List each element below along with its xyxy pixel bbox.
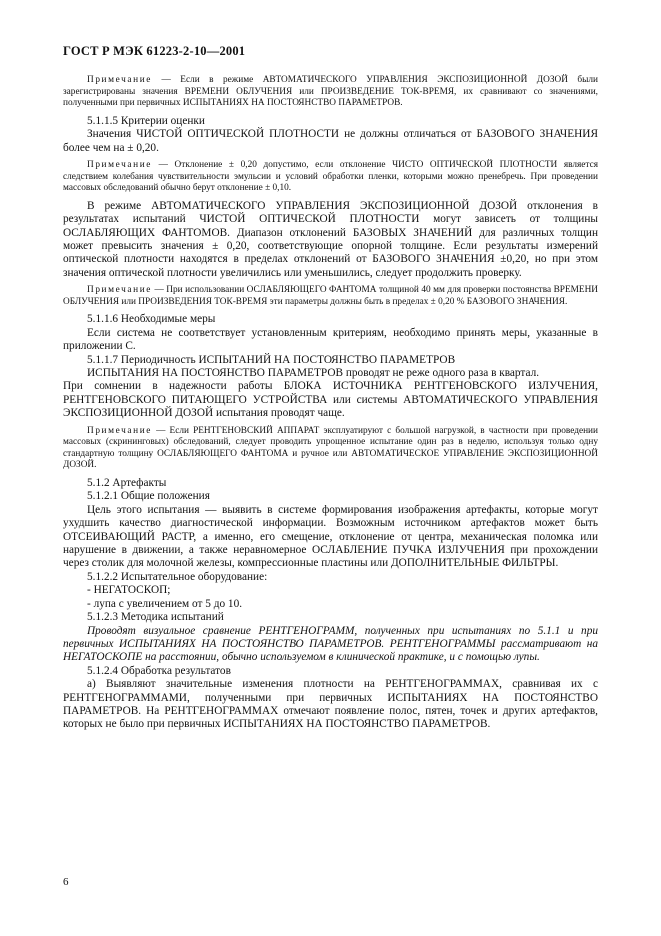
note-text: — Если в режиме АВТОМАТИЧЕСКОГО УПРАВЛЕНИЯ ЭКСПОЗИЦИОННОЙ ДОЗОЙ были зарегистрированы значения ВРЕМЕНИ ОБЛУЧЕНИЯ или ПРОИЗВЕДЕНИЕ ТОК-ВРЕМЯ, их сравнивают со значениями, полученными при первичных ИСПЫТАНИЯХ НА ПОСТОЯНСТВО ПАРАМЕТРОВ. bbox=[63, 75, 598, 109]
section-5-1-2-heading: 5.1.2 Артефакты bbox=[87, 477, 167, 490]
section-5-1-1-5-text: Значения ЧИСТОЙ ОПТИЧЕСКОЙ ПЛОТНОСТИ не должны отличаться от БАЗОВОГО ЗНАЧЕНИЯ более чем на ± 0,20. bbox=[63, 128, 598, 154]
note-heavy-load bbox=[63, 426, 598, 472]
section-5-1-2-3-text: Проводят визуальное сравнение РЕНТГЕНОГРАММ, полученных при испытаниях по 5.1.1 и при первичных ИСПЫТАНИЯХ НА ПОСТОЯНСТВО ПАРАМЕТРОВ. РЕНТГЕНОГРАММЫ рассматривают на НЕГАТОСКОПЕ на расстоянии, обычно используемом в клинической практике, и с помощью лупы. bbox=[63, 624, 598, 664]
note-label: Примечание bbox=[87, 160, 152, 170]
note-label: Примечание bbox=[87, 425, 152, 436]
section-5-1-1-7-text-2: При сомнении в надежности работы БЛОКА ИСТОЧНИКА РЕНТГЕНОВСКОГО ИЗЛУЧЕНИЯ, РЕНТГЕНОВСКОГО ПИТАЮЩЕГО УСТРОЙСТВА или системы АВТОМАТИЧЕСКОГО УПРАВЛЕНИЯ ЭКСПОЗИЦИОННОЙ ДОЗОЙ испытания проводят чаще. bbox=[63, 380, 598, 420]
section-5-1-2-4-heading: 5.1.2.4 Обработка результатов bbox=[87, 664, 231, 677]
document-body bbox=[63, 70, 598, 732]
note-exposure-time bbox=[63, 75, 598, 110]
note-label: Примечание bbox=[87, 285, 152, 296]
note-deviation bbox=[63, 160, 598, 195]
section-5-1-2-2-heading: 5.1.2.2 Испытательное оборудование: bbox=[87, 570, 268, 583]
section-5-1-2-1-heading: 5.1.2.1 Общие положения bbox=[87, 490, 210, 503]
equipment-item-loupe: - лупа с увеличением от 5 до 10. bbox=[87, 597, 243, 610]
section-5-1-1-6-text: Если система не соответствует установленным критериям, необходимо принять меры, указанные в приложении С. bbox=[63, 326, 598, 353]
equipment-item-negatoscope: - НЕГАТОСКОП; bbox=[87, 584, 171, 597]
section-5-1-1-7-heading: 5.1.1.7 Периодичность ИСПЫТАНИЙ НА ПОСТОЯНСТВО ПАРАМЕТРОВ bbox=[87, 353, 456, 366]
section-5-1-2-1-text: Цель этого испытания — выявить в системе формирования изображения артефакты, которые могут ухудшить качество диагностической информации. Возможным источником артефактов может быть ОТСЕИВАЮЩИЙ РАСТР, а именно, его смещение, отклонение от центра, механическая поломка или нарушение в движении, а также неравномерное ОСЛАБЛЕНИЕ ПУЧКА ИЗЛУЧЕНИЯ при прохождении через столик для молочной железы, компрессионные пластины или ДОПОЛНИТЕЛЬНЫЕ ФИЛЬТРЫ. bbox=[63, 503, 598, 570]
note-phantom bbox=[63, 285, 598, 308]
note-text: — Если РЕНТГЕНОВСКИЙ АППАРАТ эксплуатируют с большой нагрузкой, в частности при проведении массовых (скрининговых) обследований, следует проводить упрощенное испытание один раз в неделю, используя только одну стандартную толщину ОСЛАБЛЯЮЩЕГО ФАНТОМА и ручное или АВТОМАТИЧЕСКОЕ УПРАВЛЕНИЕ ЭКСПОЗИЦИОННОЙ ДОЗОЙ. bbox=[63, 425, 599, 471]
section-5-1-2-3-heading: 5.1.2.3 Методика испытаний bbox=[87, 611, 224, 624]
note-label: Примечание bbox=[87, 75, 152, 85]
paragraph-automatic-control: В режиме АВТОМАТИЧЕСКОГО УПРАВЛЕНИЯ ЭКСПОЗИЦИОННОЙ ДОЗОЙ отклонения в результатах испытаний ЧИСТОЙ ОПТИЧЕСКОЙ ПЛОТНОСТИ могут зависеть от толщины ОСЛАБЛЯЮЩИХ ФАНТОМОВ. Диапазон отклонений БАЗОВЫХ ЗНАЧЕНИЙ для различных толщин может превысить значения ± 0,20, соответствующие опорной толщине. Если результаты измерений оптической плотности находятся в пределах отклонений от БАЗОВОГО ЗНАЧЕНИЯ ±0,20, но при этом значения оптической плотности увеличились или уменьшились, следует продолжить проверку. bbox=[63, 199, 598, 279]
section-5-1-1-7-text: ИСПЫТАНИЯ НА ПОСТОЯНСТВО ПАРАМЕТРОВ проводят не реже одного раза в квартал. bbox=[87, 367, 540, 380]
note-text: — Отклонение ± 0,20 допустимо, если отклонение ЧИСТО ОПТИЧЕСКОЙ ПЛОТНОСТИ является следствием колебания чувствительности эмульсии и условий обработки пленки, которыми можно пренебречь. При проведении массовых обследований обычно берут отклонение ± 0,10. bbox=[63, 160, 598, 194]
page-number: 6 bbox=[63, 876, 69, 888]
section-5-1-1-6-heading: 5.1.1.6 Необходимые меры bbox=[87, 313, 216, 326]
document-header: ГОСТ Р МЭК 61223-2-10—2001 bbox=[63, 44, 246, 58]
note-text: — При использовании ОСЛАБЛЯЮЩЕГО ФАНТОМА толщиной 40 мм для проверки постоянства ВРЕМЕНИ ОБЛУЧЕНИЯ или ПРОИЗВЕДЕНИЯ ТОК-ВРЕМЯ эти параметры должны быть в пределах ± 0,20 % БАЗОВОГО ЗНАЧЕНИЯ. bbox=[63, 285, 598, 307]
section-5-1-1-5-heading: 5.1.1.5 Критерии оценки bbox=[87, 114, 205, 127]
section-5-1-2-4-text: а) Выявляют значительные изменения плотности на РЕНТГЕНОГРАММАХ, сравнивая их с РЕНТГЕНОГРАММАМИ, полученными при первичных ИСПЫТАНИЯХ НА ПОСТОЯНСТВО ПАРАМЕТРОВ. На РЕНТГЕНОГРАММАХ отмечают появление полос, пятен, точек и других артефактов, которых не было при первичных ИСПЫТАНИЯХ НА ПОСТОЯНСТВО ПАРАМЕТРОВ. bbox=[63, 678, 598, 731]
